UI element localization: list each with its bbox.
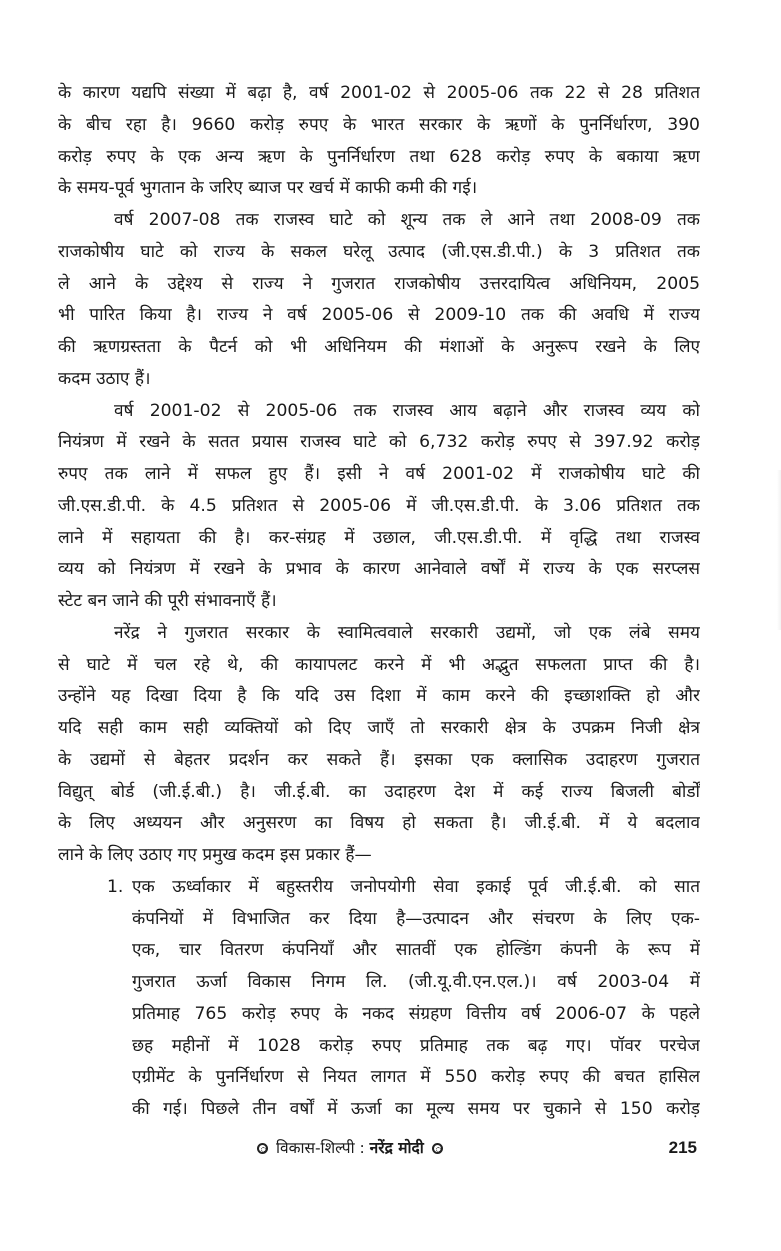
- paragraph: [58, 205, 700, 396]
- text-line: स्टेट बन जाने की पूरी संभावनाएँ हैं।: [58, 591, 277, 611]
- text-line: राजकोषीय घाटे को राज्य के सकल घरेलू उत्पाद (जी.एस.डी.पी.) के 3 प्रतिशत तक: [58, 241, 700, 262]
- page-footer: [0, 1132, 781, 1166]
- text-line: कदम उठाए हैं।: [58, 368, 151, 389]
- text-line: एक, चार वितरण कंपनियाँ और सातवीं एक होल्डिंग कंपनी के रूप में: [132, 940, 700, 961]
- page-number: 215: [668, 1138, 697, 1157]
- text-line: के लिए अध्ययन और अनुसरण का विषय हो सकता है। जी.ई.बी. में ये बदलाव: [58, 813, 700, 834]
- text-line: वर्ष 2001-02 से 2005-06 तक राजस्व आय बढ़ाने और राजस्व व्यय को: [114, 400, 700, 421]
- text-line: एग्रीमेंट के पुनर्निर्धारण से नियत लागत में 550 करोड़ रुपए की बचत हासिल: [132, 1067, 700, 1088]
- text-line: के बीच रहा है। 9660 करोड़ रुपए के भारत सरकार के ऋणों के पुनर्निर्धारण, 390: [58, 114, 700, 135]
- text-line: के कारण यद्यपि संख्या में बढ़ा है, वर्ष 2001-02 से 2005-06 तक 22 से 28 प्रतिशत: [58, 83, 700, 103]
- author-name: नरेंद्र मोदी: [369, 1139, 424, 1157]
- text-line: नरेंद्र ने गुजरात सरकार के स्वामित्ववाले सरकारी उद्यमों, जो एक लंबे समय: [114, 622, 700, 643]
- text-line: एक ऊर्ध्वाकार में बहुस्तरीय जनोपयोगी सेवा इकाई पूर्व जी.ई.बी. को सात: [132, 876, 700, 897]
- text-line: यदि सही काम सही व्यक्तियों को दिए जाएँ तो सरकारी क्षेत्र के उपक्रम निजी क्षेत्र: [58, 718, 700, 738]
- book-title: विकास-शिल्पी :: [275, 1139, 365, 1157]
- page-edge-shadow: [777, 470, 781, 630]
- text-line: रुपए तक लाने में सफल हुए हैं। इसी ने वर्ष 2001-02 में राजकोषीय घाटे की: [58, 464, 700, 484]
- paragraph: [58, 78, 700, 205]
- text-line: प्रतिमाह 765 करोड़ रुपए के नकद संग्रहण वित्तीय वर्ष 2006-07 के पहले: [132, 1003, 700, 1024]
- numbered-list-item: [58, 872, 700, 1126]
- text-line: की ऋणग्रस्तता के पैटर्न को भी अधिनियम की मंशाओं के अनुरूप रखने के लिए: [58, 337, 700, 357]
- text-line: गुजरात ऊर्जा विकास निगम लि. (जी.यू.वी.एन.एल.)। वर्ष 2003-04 में: [132, 972, 700, 992]
- paragraph: [58, 396, 700, 618]
- running-footer: [254, 1136, 446, 1160]
- text-line: छह महीनों में 1028 करोड़ रुपए प्रतिमाह तक बढ़ गए। पॉवर परचेज: [132, 1035, 700, 1056]
- body-text: [58, 78, 700, 1126]
- text-line: नियंत्रण में रखने के सतत प्रयास राजस्व घाटे को 6,732 करोड़ रुपए से 397.92 करोड़: [58, 432, 700, 453]
- text-line: ले आने के उद्देश्य से राज्य ने गुजरात राजकोषीय उत्तरदायित्व अधिनियम, 2005: [58, 273, 700, 294]
- text-line: लाने में सहायता की है। कर-संग्रह में उछाल, जी.एस.डी.पी. में वृद्धि तथा राजस्व: [58, 527, 700, 548]
- text-line: के समय-पूर्व भुगतान के जरिए ब्याज पर खर्च में काफी कमी की गई।: [58, 178, 478, 199]
- text-line: जी.एस.डी.पी. के 4.5 प्रतिशत से 2005-06 में जी.एस.डी.पी. के 3.06 प्रतिशत तक: [58, 495, 700, 516]
- flower-ornament-icon: [432, 1143, 443, 1154]
- paragraph: [58, 618, 700, 872]
- text-line: व्यय को नियंत्रण में रखने के प्रभाव के कारण आनेवाले वर्षों में राज्य के एक सरप्लस: [58, 559, 700, 580]
- text-line: की गई। पिछले तीन वर्षों में ऊर्जा का मूल्य समय पर चुकाने से 150 करोड़: [132, 1099, 700, 1119]
- text-line: कंपनियों में विभाजित कर दिया है—उत्पादन और संचरण के लिए एक-: [132, 908, 700, 929]
- text-line: वर्ष 2007-08 तक राजस्व घाटे को शून्य तक ले आने तथा 2008-09 तक: [114, 210, 700, 230]
- text-line: विद्युत् बोर्ड (जी.ई.बी.) है। जी.ई.बी. का उदाहरण देश में कई राज्य बिजली बोर्डों: [58, 781, 700, 802]
- text-line: उन्होंने यह दिखा दिया है कि यदि उस दिशा में काम करने की इच्छाशक्ति हो और: [58, 686, 700, 707]
- list-number: 1.: [107, 876, 124, 897]
- text-line: भी पारित किया है। राज्य ने वर्ष 2005-06 से 2009-10 तक की अवधि में राज्य: [58, 305, 700, 326]
- text-line: लाने के लिए उठाए गए प्रमुख कदम इस प्रकार हैं—: [58, 845, 372, 865]
- text-line: से घाटे में चल रहे थे, की कायापलट करने में भी अद्भुत सफलता प्राप्त की है।: [58, 654, 700, 675]
- text-line: के उद्यमों से बेहतर प्रदर्शन कर सकते हैं। इसका एक क्लासिक उदाहरण गुजरात: [58, 749, 700, 770]
- flower-ornament-icon: [257, 1143, 268, 1154]
- text-line: करोड़ रुपए के एक अन्य ऋण के पुनर्निर्धारण तथा 628 करोड़ रुपए के बकाया ऋण: [58, 146, 700, 167]
